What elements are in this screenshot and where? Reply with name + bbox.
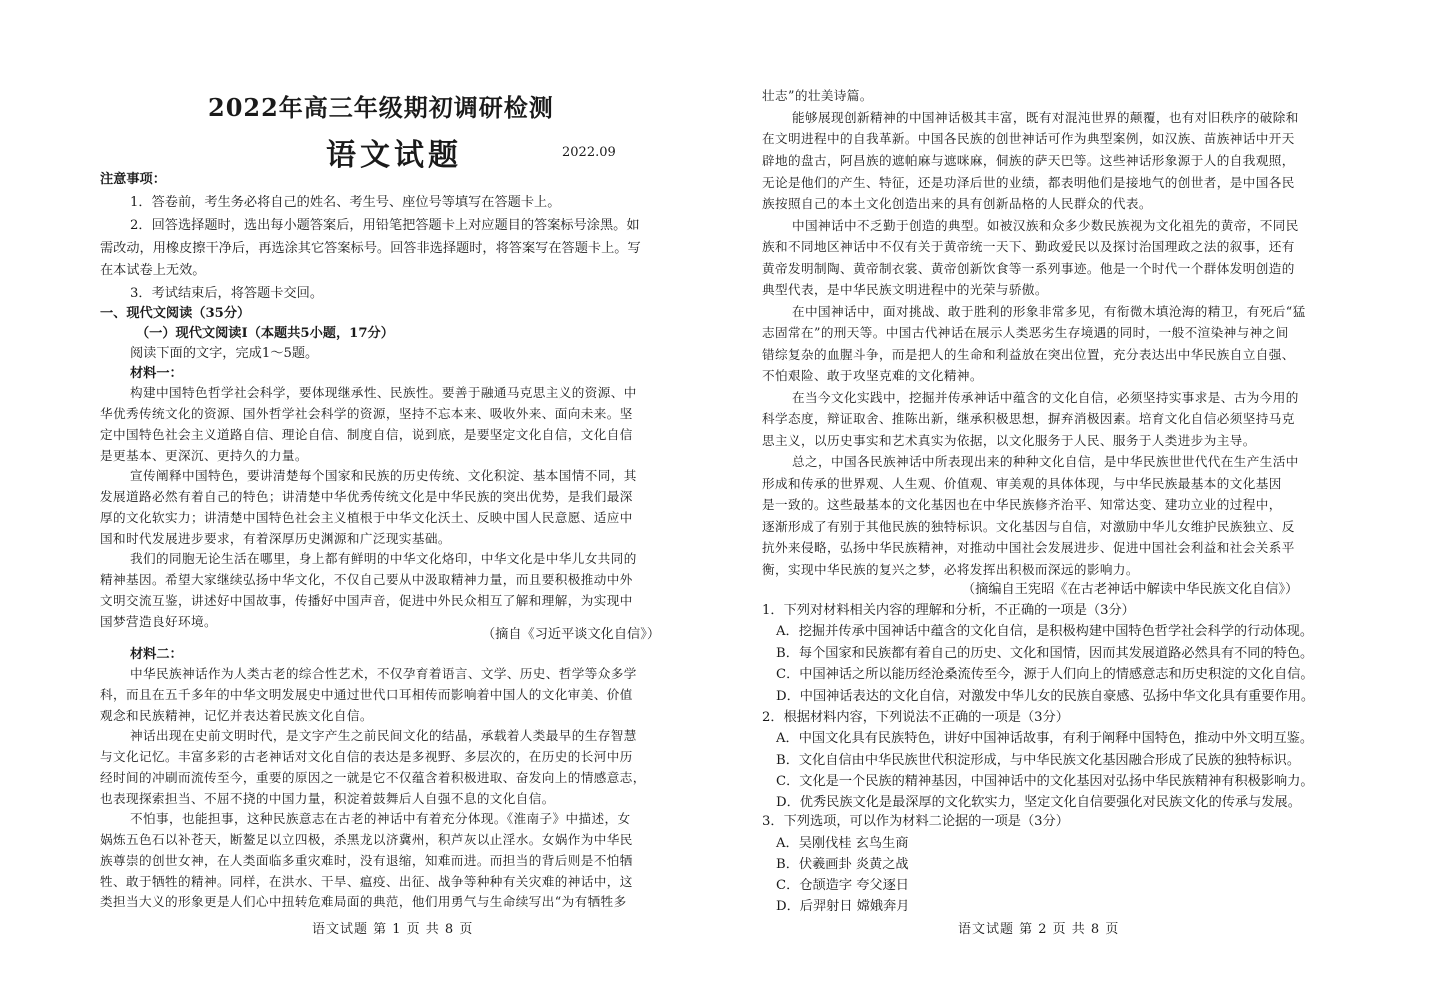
notice-heading: 注意事项： — [100, 172, 166, 187]
paragraph-line: 总之，中国各民族神话中所表现出来的种种文化自信，是中华民族世世代代在生产生活中 — [792, 454, 1299, 469]
paragraph-line: 族和不同地区神话中不仅有关于黄帝统一天下、勤政爱民以及探讨治国理政之法的叙事，还有 — [762, 239, 1295, 254]
subsection-heading: （一）现代文阅读Ⅰ（本题共5小题，17分） — [136, 326, 394, 341]
paragraph-line: 发展道路必然有着自己的特色；讲清楚中华优秀传统文化是中华民族的突出优势，是我们最深 — [100, 489, 633, 504]
paragraph-line: 定中国特色社会主义道路自信、理论自信、制度自信，说到底，是要坚定文化自信，文化自信 — [100, 427, 633, 442]
paragraph-line: 无论是他们的产生、特征，还是功泽后世的业绩，都表明他们是接地气的创世者，是中国各民 — [762, 175, 1295, 190]
paragraph-line: 科，而且在五千多年的中华文明发展史中通过世代口耳相传而影响着中国人的文化审美、价值 — [100, 687, 633, 702]
paragraph-line: 构建中国特色哲学社会科学，要体现继承性、民族性。要善于融通马克思主义的资源、中 — [130, 385, 637, 400]
paragraph-line: 牲、敢于牺牲的精神。同样，在洪水、干旱、瘟疫、出征、战争等种种有关灾难的神话中，这 — [100, 874, 633, 889]
paragraph-line: 在当今文化实践中，挖掘并传承神话中蕴含的文化自信，必须坚持实事求是、古为今用的 — [792, 390, 1299, 405]
paragraph-line: 思主义，以历史事实和艺术真实为依据，以文化服务于人民、服务于人类进步为主导。 — [762, 433, 1256, 448]
answer-option: B．伏羲画卦 炎黄之战 — [776, 857, 909, 872]
paragraph-line: 在中国神话中，面对挑战、敢于胜利的形象非常多见，有衔微木填沧海的精卫，有死后“猛 — [792, 304, 1306, 319]
paragraph-line: 族尊崇的创世女神，在人类面临多重灾难时，没有退缩，知难而进。而担当的背后则是不怕牺 — [100, 853, 633, 868]
paragraph-line: 不怕艰险、敢于攻坚克难的文化精神。 — [762, 368, 983, 383]
answer-option: C．仓颉造字 夸父逐日 — [776, 878, 909, 893]
paragraph-line: 不怕事，也能担事，这种民族意志在古老的神话中有着充分体现。《淮南子》中描述，女 — [130, 811, 631, 826]
source-citation: （摘编自王宪昭《在古老神话中解读中华民族文化自信》） — [962, 582, 1299, 597]
answer-option: B．每个国家和民族都有着自己的历史、文化和国情，因而其发展道路必然具有不同的特色。 — [776, 646, 1314, 661]
answer-option: D．中国神话表达的文化自信，对激发中华儿女的民族自豪感、弘扬中华文化具有重要作用。 — [776, 689, 1315, 704]
answer-option: A．吴刚伐桂 玄鸟生商 — [776, 836, 909, 851]
material-label: 材料二： — [130, 647, 183, 662]
paragraph-line: 在文明进程中的自我革新。中国各民族的创世神话可作为典型案例，如汉族、苗族神话中开天 — [762, 131, 1295, 146]
question-stem: 1．下列对材料相关内容的理解和分析，不正确的一项是（3分） — [762, 603, 1135, 618]
paragraph-line: 神话出现在史前文明时代，是文字产生之前民间文化的结晶，承载着人类最早的生存智慧 — [130, 728, 637, 743]
page-footer: 语文试题 第 2 页 共 8 页 — [958, 922, 1120, 937]
paragraph-line: 国梦营造良好环境。 — [100, 614, 217, 629]
paragraph-line: 辟地的盘古，阿昌族的遮帕麻与遮咪麻，侗族的萨天巴等。这些神话形象源于人的自我观照， — [762, 153, 1295, 168]
answer-option: C．中国神话之所以能历经沧桑流传至今，源于人们向上的情感意志和历史积淀的文化自信。 — [776, 667, 1314, 682]
answer-option: D．优秀民族文化是最深厚的文化软实力，坚定文化自信要强化对民族文化的传承与发展。 — [776, 795, 1301, 810]
paragraph-line: 科学态度，辩证取舍、推陈出新，继承积极思想，摒弃消极因素。培育文化自信必须坚持马克 — [762, 411, 1295, 426]
answer-option: A．中国文化具有民族特色，讲好中国神话故事，有利于阐释中国特色，推动中外文明互鉴。 — [776, 731, 1314, 746]
paragraph-line: 错综复杂的血腥斗争，而是把人的生命和利益放在突出位置，充分表达出中华民族自立自强、 — [762, 347, 1295, 362]
paragraph-line: 衡，实现中华民族的复兴之梦，必将发挥出积极而深远的影响力。 — [762, 562, 1139, 577]
paragraph-line: 国和时代发展进步要求，有着深厚历史渊源和广泛现实基础。 — [100, 531, 451, 546]
notice-line: 需改动，用橡皮擦干净后，再选涂其它答案标号。回答非选择题时，将答案写在答题卡上。写 — [100, 241, 641, 256]
paragraph-line: 类担当大义的形象更是人们心中扭转危难局面的典范，他们用勇气与生命续写出“为有牺牲多 — [100, 894, 627, 909]
paragraph-line: 抗外来侵略，弘扬中华民族精神，对推动中国社会发展进步、促进中国社会利益和社会关系平 — [762, 540, 1295, 555]
instruction: 阅读下面的文字，完成1～5题。 — [130, 346, 319, 361]
paragraph-line: 中国神话中不乏勤于创造的典型。如被汉族和众多少数民族视为文化祖先的黄帝，不同民 — [792, 218, 1299, 233]
answer-option: D．后羿射日 嫦娥奔月 — [776, 899, 910, 914]
paragraph-line: 观念和民族精神，记忆并表达着民族文化自信。 — [100, 708, 373, 723]
notice-line: 1．答卷前，考生务必将自己的姓名、考生号、座位号等填写在答题卡上。 — [130, 195, 561, 210]
paragraph-line: 华优秀传统文化的资源、国外哲学社会科学的资源，坚持不忘本来、吸收外来、面向未来。坚 — [100, 406, 633, 421]
notice-line: 2．回答选择题时，选出每小题答案后，用铅笔把答题卡上对应题目的答案标号涂黑。如 — [130, 218, 640, 233]
paragraph-line: 娲炼五色石以补苍天，断鳌足以立四极，杀黑龙以济冀州，积芦灰以止淫水。女娲作为中华民 — [100, 832, 633, 847]
paragraph-line: 典型代表，是中华民族文明进程中的光荣与骄傲。 — [762, 282, 1048, 297]
paragraph-line: 精神基因。希望大家继续弘扬中华文化，不仅自己要从中汲取精神力量，而且要积极推动中外 — [100, 572, 633, 587]
exam-title: 2022年高三年级期初调研检测 — [208, 93, 554, 122]
paragraph-line: 能够展现创新精神的中国神话极其丰富，既有对混沌世界的颠覆，也有对旧秩序的破除和 — [792, 110, 1299, 125]
paragraph-line: 与文化记忆。丰富多彩的古老神话对文化自信的表达是多视野、多层次的，在历史的长河中历 — [100, 749, 633, 764]
paragraph-line: 中华民族神话作为人类古老的综合性艺术，不仅孕育着语言、文学、历史、哲学等众多学 — [130, 666, 637, 681]
paragraph-line: 宣传阐释中国特色，要讲清楚每个国家和民族的历史传统、文化积淀、基本国情不同，其 — [130, 468, 637, 483]
question-stem: 2．根据材料内容，下列说法不正确的一项是（3分） — [762, 710, 1069, 725]
section-heading: 一、现代文阅读（35分） — [100, 306, 251, 321]
paragraph-line: 逐渐形成了有别于其他民族的独特标识。文化基因与自信，对激励中华儿女维护民族独立、反 — [762, 519, 1295, 534]
page-footer: 语文试题 第 1 页 共 8 页 — [312, 922, 474, 937]
paragraph-line: 是一致的。这些最基本的文化基因也在中华民族修齐治平、知常达变、建功立业的过程中， — [762, 497, 1282, 512]
answer-option: A．挖掘并传承中国神话中蕴含的文化自信，是积极构建中国特色哲学社会科学的行动体现。 — [776, 624, 1314, 639]
paragraph-line: 形成和传承的世界观、人生观、价值观、审美观的具体体现，与中华民族最基本的文化基因 — [762, 476, 1282, 491]
paragraph-line: 是更基本、更深沉、更持久的力量。 — [100, 448, 308, 463]
material-label: 材料一： — [130, 366, 183, 381]
paragraph-line: 文明交流互鉴，讲述好中国故事，传播好中国声音，促进中外民众相互了解和理解，为实现中 — [100, 593, 633, 608]
paragraph-line: 壮志”的壮美诗篇。 — [762, 88, 873, 103]
answer-option: C．文化是一个民族的精神基因，中国神话中的文化基因对弘扬中华民族精神有积极影响力。 — [776, 774, 1314, 789]
notice-line: 3．考试结束后，将答题卡交回。 — [130, 286, 324, 301]
paragraph-line: 也表现探索担当、不屈不挠的中国力量，积淀着鼓舞后人自强不息的文化自信。 — [100, 791, 555, 806]
paragraph-line: 经时间的冲刷而流传至今，重要的原因之一就是它不仅蕴含着积极进取、奋发向上的情感意志， — [100, 770, 646, 785]
answer-option: B．文化自信由中华民族世代积淀形成，与中华民族文化基因融合形成了民族的独特标识。 — [776, 753, 1300, 768]
paragraph-line: 黄帝发明制陶、黄帝制衣裳、黄帝创新饮食等一系列事迹。他是一个时代一个群体发明创造的 — [762, 261, 1295, 276]
paragraph-line: 我们的同胞无论生活在哪里，身上都有鲜明的中华文化烙印，中华文化是中华儿女共同的 — [130, 551, 637, 566]
exam-date: 2022.09 — [562, 145, 616, 160]
paragraph-line: 志固常在”的刑天等。中国古代神话在展示人类恶劣生存境遇的同时，一般不渲染神与神之间 — [762, 325, 1289, 340]
question-stem: 3．下列选项，可以作为材料二论据的一项是（3分） — [762, 814, 1069, 829]
subject-title: 语文试题 — [326, 138, 462, 173]
paragraph-line: 族按照自己的本土文化创造出来的具有创新品格的人民群众的代表。 — [762, 196, 1152, 211]
source-citation: （摘自《习近平谈文化自信》） — [482, 627, 661, 642]
notice-line: 在本试卷上无效。 — [100, 263, 206, 278]
paragraph-line: 厚的文化软实力；讲清楚中国特色社会主义植根于中华文化沃土、反映中国人民意愿、适应中 — [100, 510, 633, 525]
